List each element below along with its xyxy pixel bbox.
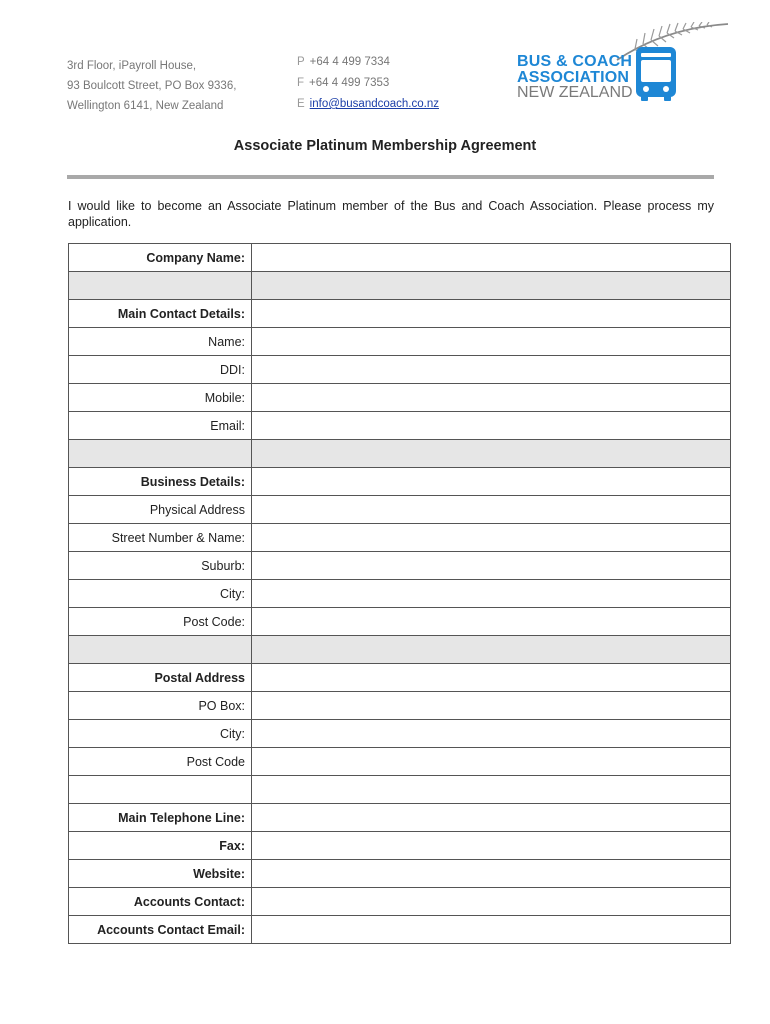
bus-coach-association-logo [515,22,730,107]
form-row [69,860,731,888]
website-label: Website: [69,860,252,888]
email-key: E [297,98,305,110]
form-row [69,524,731,552]
suburb-field[interactable] [252,552,731,580]
city-label: City: [69,580,252,608]
form-row [69,356,731,384]
form-row [69,300,731,328]
form-row [69,580,731,608]
blank-label [69,776,252,804]
form-row [69,664,731,692]
logo-line-2: ASSOCIATION [517,69,630,86]
postal-address-label: Postal Address [69,664,252,692]
spacer-cell [69,636,252,664]
email-field[interactable] [252,412,731,440]
physical-address-field[interactable] [252,496,731,524]
post-code-field[interactable] [252,608,731,636]
form-row [69,412,731,440]
mobile-field[interactable] [252,384,731,412]
form-row [69,608,731,636]
form-row [69,552,731,580]
office-address [67,56,236,116]
main-contact-field[interactable] [252,300,731,328]
fax-number: +64 4 499 7353 [309,77,390,89]
email-label: Email: [69,412,252,440]
form-row [69,468,731,496]
city-field[interactable] [252,580,731,608]
contact-details [297,52,439,115]
postal-city-label: City: [69,720,252,748]
fax-key: F [297,77,305,89]
spacer-cell [252,440,731,468]
spacer-cell [252,272,731,300]
company-name-label: Company Name: [69,244,252,272]
mobile-label: Mobile: [69,384,252,412]
po-box-field[interactable] [252,692,731,720]
phone-line [297,52,439,73]
logo-line-3: NEW ZEALAND [517,84,633,101]
form-row [69,804,731,832]
form-row [69,888,731,916]
form-row [69,720,731,748]
address-line-1: 3rd Floor, iPayroll House, [67,60,197,72]
company-name-field[interactable] [252,244,731,272]
form-row [69,384,731,412]
form-row [69,748,731,776]
main-telephone-field[interactable] [252,804,731,832]
accounts-contact-label: Accounts Contact: [69,888,252,916]
spacer-row [69,272,731,300]
spacer-row [69,636,731,664]
physical-address-label: Physical Address [69,496,252,524]
accounts-email-field[interactable] [252,916,731,944]
post-code-label: Post Code: [69,608,252,636]
form-row [69,692,731,720]
accounts-contact-field[interactable] [252,888,731,916]
accounts-email-label: Accounts Contact Email: [69,916,252,944]
postal-post-code-label: Post Code [69,748,252,776]
blank-row [69,776,731,804]
phone-number: +64 4 499 7334 [309,56,390,68]
address-line-2: 93 Boulcott Street, PO Box 9336, [67,80,237,92]
title-divider [67,175,714,179]
form-row [69,244,731,272]
email-link[interactable]: info@busandcoach.co.nz [309,98,439,110]
name-label: Name: [69,328,252,356]
name-field[interactable] [252,328,731,356]
ddi-field[interactable] [252,356,731,384]
form-row [69,832,731,860]
po-box-label: PO Box: [69,692,252,720]
main-telephone-label: Main Telephone Line: [69,804,252,832]
business-details-field[interactable] [252,468,731,496]
postal-city-field[interactable] [252,720,731,748]
website-field[interactable] [252,860,731,888]
business-details-label: Business Details: [69,468,252,496]
spacer-cell [252,636,731,664]
spacer-cell [69,272,252,300]
page-title: Associate Platinum Membership Agreement [233,138,537,154]
spacer-row [69,440,731,468]
logo-line-1: BUS & COACH [517,53,633,70]
intro-text: I would like to become an Associate Platinum member of the Bus and Coach Association. Please process my application. [68,199,714,229]
form-row [69,496,731,524]
email-line [297,94,439,115]
membership-form [68,243,731,944]
ddi-label: DDI: [69,356,252,384]
fax-field[interactable] [252,832,731,860]
phone-key: P [297,56,305,68]
postal-address-field[interactable] [252,664,731,692]
bus-icon [635,46,677,102]
suburb-label: Suburb: [69,552,252,580]
form-row [69,916,731,944]
street-field[interactable] [252,524,731,552]
street-label: Street Number & Name: [69,524,252,552]
form-row [69,328,731,356]
postal-post-code-field[interactable] [252,748,731,776]
fax-label: Fax: [69,832,252,860]
address-line-3: Wellington 6141, New Zealand [67,100,224,112]
fax-line [297,73,439,94]
spacer-cell [69,440,252,468]
blank-field[interactable] [252,776,731,804]
main-contact-label: Main Contact Details: [69,300,252,328]
